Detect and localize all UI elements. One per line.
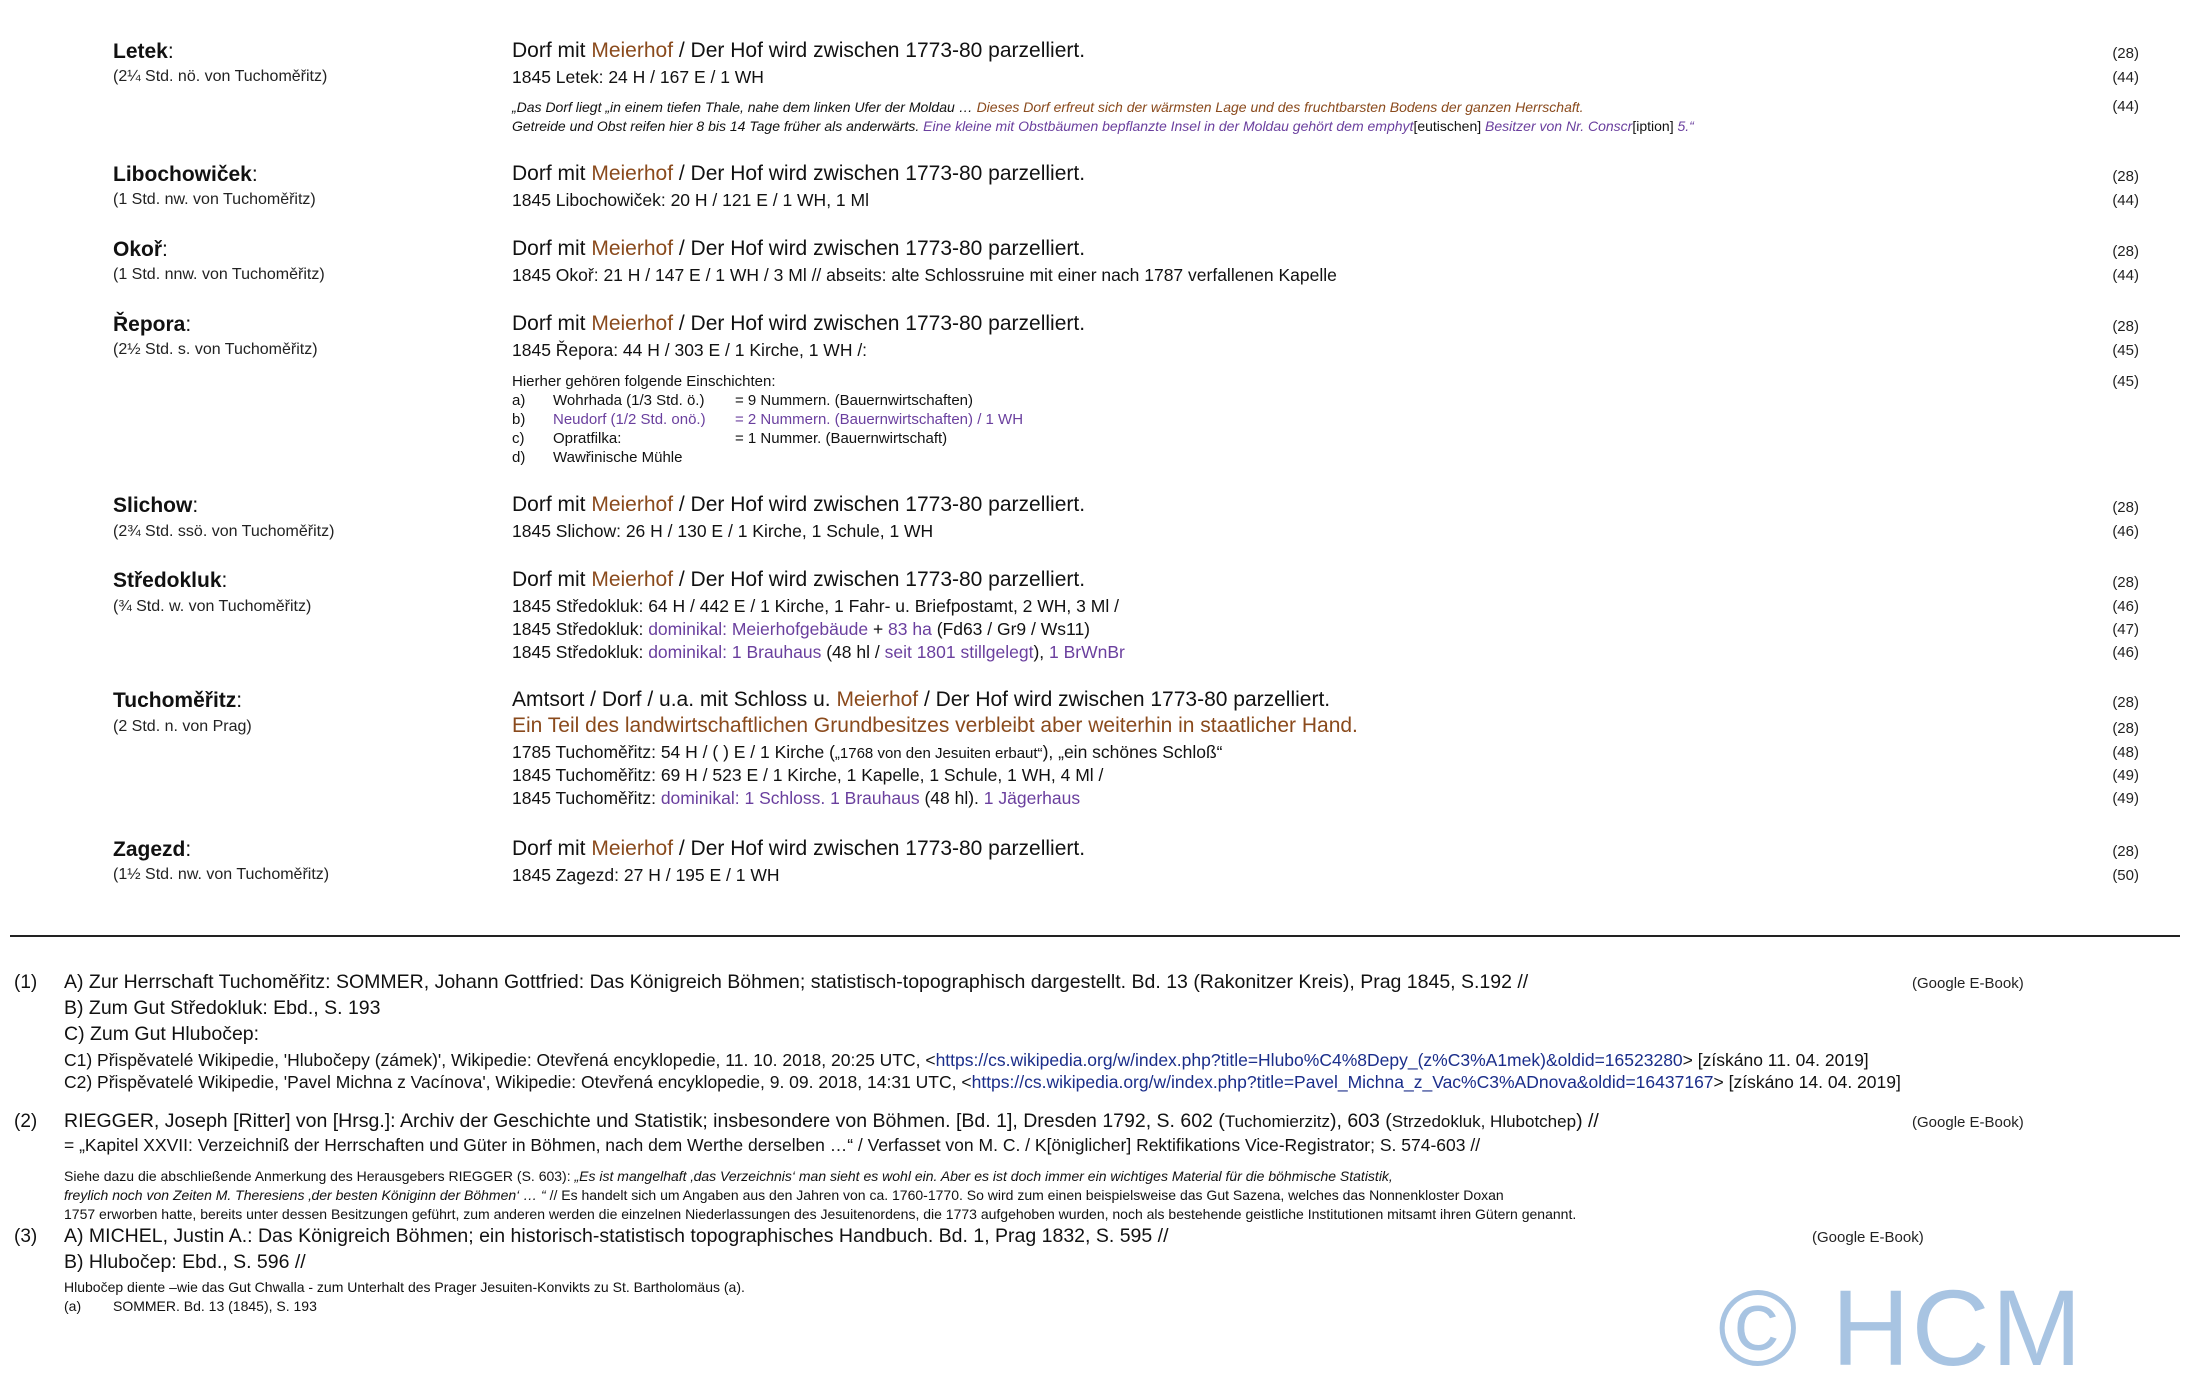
reference: (44) [2112,69,2139,86]
place-distance: (1½ Std. nw. von Tuchoměřitz) [113,866,330,883]
text: Dorf mit [512,162,592,185]
place-name [113,163,258,187]
footnote-line: 1757 erworben hatte, bereits unter dessen Besitzungen geführt, zum anderen werden die einzelnen Niederlassungen des Jesuitenordens, die 1773 aufgehoben wurden, noch als bestehende geistliche Institutionen mitsamt ihren Gütern genannt. [64,1206,1577,1222]
census-1845: 1845 Slichow: 26 H / 130 E / 1 Kirche, 1 Schule, 1 WH [512,521,934,541]
text: ), 603 ( [1330,1110,1392,1132]
place-distance: (1 Std. nnw. von Tuchoměřitz) [113,266,325,283]
text: 83 ha [888,619,932,639]
place-name [113,40,174,64]
reference: (45) [2112,373,2139,390]
village-description [512,688,1330,712]
village-description [512,568,1085,592]
text: 1 BrWnBr [1049,642,1125,662]
text: dominikal: Meierhofgebäude [648,619,869,639]
colon: : [167,40,174,63]
text: / Der Hof wird zwischen 1773-80 parzelliert. [673,162,1086,185]
meierhof-term: Meierhof [591,312,674,335]
text: = 2 Nummern. ( [735,411,840,428]
text: ) // [1576,1110,1599,1132]
text: Getreide und Obst reifen hier 8 bis 14 Tage früher als anderwärts. [512,118,924,134]
list-value [735,410,1023,429]
footnote-line: B) Zum Gut Středokluk: Ebd., S. 193 [64,997,381,1019]
colon: : [162,238,168,261]
place-distance: (2 Std. n. von Prag) [113,718,252,735]
colon: : [192,494,199,517]
list-label: c) [512,430,525,447]
colon: : [251,163,258,186]
reference: (28) [2112,243,2139,260]
meierhof-term: Meierhof [836,688,919,711]
text: dominikal: 1 Brauhaus [648,642,822,662]
place-name [113,494,198,518]
meierhof-term: Meierhof [591,162,674,185]
text: 1 Jägerhaus [983,788,1081,808]
footnote-line: C) Zum Gut Hlubočep: [64,1023,260,1045]
reference: (28) [2112,843,2139,860]
dominikal-line [512,788,1080,809]
text: Dorf mit [512,493,592,516]
text: / Der Hof wird zwischen 1773-80 parzelliert. [918,688,1331,711]
place-name-text: Okoř [113,238,163,261]
text: Amtsort / Dorf / u.a. mit Schloss u. [512,688,837,711]
google-ebook-source: (Google E-Book) [1812,1229,1924,1246]
text: 5.“ [1673,118,1694,134]
reference: (48) [2112,744,2139,761]
list-item: Wohrhada (1/3 Std. ö.) [553,392,705,409]
list-item: Neudorf (1/2 Std. onö.) [553,411,706,428]
place-name-text: Letek [113,40,168,63]
text: freylich noch von Zeiten M. Theresiens ‚der besten Königinn der Böhmen‘ … “ [64,1187,546,1203]
text: 1845 Středokluk: [512,642,649,662]
place-distance: (1 Std. nw. von Tuchoměřitz) [113,191,316,208]
footnote-label: (a) [64,1298,82,1314]
reference: (49) [2112,790,2139,807]
google-ebook-source: (Google E-Book) [1912,975,2024,992]
place-name-text: Tuchoměřitz [113,689,237,712]
meierhof-term: Meierhof [591,837,674,860]
place-name-text: Středokluk [113,569,222,592]
reference: (44) [2112,192,2139,209]
dominikal-line [512,642,1125,663]
place-name-text: Řepora [113,313,186,336]
reference: (46) [2112,598,2139,615]
list-value: = 9 Nummern. (Bauernwirtschaften) [735,392,974,409]
text: Dorf mit [512,39,592,62]
village-description [512,312,1085,336]
text: (48 hl / [821,642,885,662]
text: > [získáno 11. 04. 2019] [1682,1050,1869,1070]
reference: (45) [2112,342,2139,359]
footnote-line: B) Hlubočep: Ebd., S. 596 // [64,1251,306,1273]
place-name-text: Libochowiček [113,163,252,186]
village-description [512,837,1085,861]
quote-line [512,117,1694,136]
footnote-line [64,1050,1869,1071]
place-name-text: Zagezd [113,838,186,861]
text: C1) Přispěvatelé Wikipedie, 'Hlubočepy (zámek)', Wikipedie: Otevřená encyklopedie, 11. 10. 2018, 20:25 UTC, < [64,1050,936,1070]
text: ), [1033,642,1050,662]
reference: (49) [2112,767,2139,784]
text: Dorf mit [512,837,592,860]
footnote-line: = „Kapitel XXVII: Verzeichniß der Herrschaften und Güter in Böhmen, nach dem Werthe derselben …“ / Verfasset von M. C. / K[öniglicher] Rektifikations Vice-Registrator; S. 574-603 // [64,1135,1481,1155]
text: (Fd63 / Gr9 / Ws11) [931,619,1091,639]
text: Strzedokluk, Hlubotchep [1391,1112,1577,1131]
text: / Der Hof wird zwischen 1773-80 parzelliert. [673,39,1086,62]
census-1845: 1845 Řepora: 44 H / 303 E / 1 Kirche, 1 WH /: [512,340,868,360]
dominikal-line [512,619,1090,640]
text: 1785 Tuchoměřitz: 54 H / ( ) E / 1 Kirche ( [512,742,835,762]
text: dominikal: 1 Schloss. 1 Brauhaus [660,788,920,808]
footnote-divider [10,935,2180,937]
text: Besitzer von Nr. Conscr [1481,118,1633,134]
reference: (44) [2112,98,2139,115]
einschichten-heading: Hierher gehören folgende Einschichten: [512,373,776,390]
footnote-number: (2) [14,1111,38,1132]
text: Dorf mit [512,237,592,260]
text: seit 1801 stillgelegt [884,642,1034,662]
census-1785 [512,742,1223,763]
reference: (28) [2112,574,2139,591]
text: [iption] [1632,118,1674,134]
census-1845: 1845 Libochowiček: 20 H / 121 E / 1 WH, 1 Ml [512,190,869,210]
reference: (28) [2112,45,2139,62]
google-ebook-source: (Google E-Book) [1912,1114,2024,1131]
reference: (28) [2112,168,2139,185]
reference: (50) [2112,867,2139,884]
place-distance: (2½ Std. s. von Tuchoměřitz) [113,341,318,358]
text: 1845 Tuchoměřitz: [512,788,661,808]
list-item: Wawřinische Mühle [553,449,683,466]
text: „1768 von den Jesuiten erbaut“ [834,745,1043,762]
text: RIEGGER, Joseph [Ritter] von [Hrsg.]: Archiv der Geschichte und Statistik; insbesondere von Böhmen. [Bd. 1], Dresden 1792, S. 602 ( [64,1110,1225,1132]
census-1845: 1845 Letek: 24 H / 167 E / 1 WH [512,67,764,87]
list-label: d) [512,449,526,466]
place-name [113,689,242,713]
reference: (28) [2112,720,2139,737]
colon: : [185,313,192,336]
village-description [512,162,1085,186]
quote-line [512,98,1584,117]
copyright-watermark: © HCM [1718,1267,2084,1388]
reference: (28) [2112,318,2139,335]
text: „Das Dorf liegt „in einem tiefen Thale, nahe dem linken Ufer der Moldau … [512,99,977,115]
place-name-text: Slichow [113,494,193,517]
text: Bauernwirtschaften [839,411,969,428]
village-description [512,237,1085,261]
place-name [113,838,191,862]
place-name [113,313,191,337]
footnote-line: SOMMER. Bd. 13 (1845), S. 193 [113,1298,317,1314]
text: C2) Přispěvatelé Wikipedie, 'Pavel Michna z Vacínova', Wikipedie: Otevřená encyklopedie, 9. 09. 2018, 14:31 UTC, < [64,1072,972,1092]
meierhof-term: Meierhof [591,568,674,591]
colon: : [221,569,228,592]
text: (48 hl). [919,788,984,808]
village-description [512,493,1085,517]
text: / Der Hof wird zwischen 1773-80 parzelliert. [673,312,1086,335]
footnote-line [64,1110,1599,1133]
list-label: a) [512,392,526,409]
footnote-line [64,1187,1504,1203]
reference: (28) [2112,694,2139,711]
text: ) / 1 WH [968,411,1024,428]
text: // Es handelt sich um Angaben aus den Jahren von ca. 1760-1770. So wird zum einen beispielsweise das Gut Sazena, welches das Nonnenkloster Doxan [545,1187,1504,1203]
reference: (28) [2112,499,2139,516]
footnote-line: A) Zur Herrschaft Tuchoměřitz: SOMMER, Johann Gottfried: Das Königreich Böhmen; statistisch-topographisch dargestellt. Bd. 13 (Rakonitzer Kreis), Prag 1845, S.192 // [64,971,1529,993]
text: Dorf mit [512,568,592,591]
reference: (47) [2112,621,2139,638]
footnote-number: (1) [14,972,38,993]
village-description [512,39,1085,63]
footnote-line [64,1168,1393,1184]
place-name [113,238,168,262]
footnote-line [64,1072,1901,1093]
colon: : [185,838,192,861]
reference: (44) [2112,267,2139,284]
footnote-line: A) MICHEL, Justin A.: Das Königreich Böhmen; ein historisch-statistisch topographisches Handbuch. Bd. 1, Prag 1832, S. 595 // [64,1225,1169,1247]
meierhof-term: Meierhof [591,237,674,260]
census-1845: 1845 Okoř: 21 H / 147 E / 1 WH / 3 Ml // abseits: alte Schlossruine mit einer nach 1787 verfallenen Kapelle [512,265,1337,285]
text: / Der Hof wird zwischen 1773-80 parzelliert. [673,493,1086,516]
text: Siehe dazu die abschließende Anmerkung des Herausgebers RIEGGER (S. 603): [64,1168,575,1184]
footnote-number: (3) [14,1226,38,1247]
place-distance: (2¼ Std. nö. von Tuchoměřitz) [113,68,328,85]
text: + [868,619,889,639]
text: Dorf mit [512,312,592,335]
text: Eine kleine mit Obstbäumen bepflanzte Insel in der Moldau gehört dem emphyt [923,118,1414,134]
census-1845: 1845 Středokluk: 64 H / 442 E / 1 Kirche, 1 Fahr- u. Briefpostamt, 2 WH, 3 Ml / [512,596,1119,616]
place-distance: (2¾ Std. ssö. von Tuchoměřitz) [113,523,335,540]
footnote-line: Hlubočep diente –wie das Gut Chwalla - zum Unterhalt des Prager Jesuiten-Konvikts zu St. Bartholomäus (a). [64,1279,745,1295]
text: 1845 Středokluk: [512,619,649,639]
text: / Der Hof wird zwischen 1773-80 parzelliert. [673,568,1086,591]
text: / Der Hof wird zwischen 1773-80 parzelliert. [673,837,1086,860]
text: „Es ist mangelhaft ‚das Verzeichnis‘ man sieht es wohl ein. Aber es ist doch immer ein wichtiges Material für die böhmische Statistik, [574,1168,1393,1184]
text: > [získáno 14. 04. 2019] [1713,1072,1901,1092]
place-distance: (¾ Std. w. von Tuchoměřitz) [113,598,312,615]
text: Tuchomierzitz [1224,1112,1330,1131]
text: [eutischen] [1413,118,1482,134]
state-land-note: Ein Teil des landwirtschaftlichen Grundbesitzes verbleibt aber weiterhin in staatlicher Hand. [512,714,1358,737]
reference: (46) [2112,523,2139,540]
text: / Der Hof wird zwischen 1773-80 parzelliert. [673,237,1086,260]
meierhof-term: Meierhof [591,493,674,516]
colon: : [236,689,243,712]
census-1845: 1845 Tuchoměřitz: 69 H / 523 E / 1 Kirche, 1 Kapelle, 1 Schule, 1 WH, 4 Ml / [512,765,1104,785]
wikipedia-link[interactable]: https://cs.wikipedia.org/w/index.php?title=Hlubo%C4%8Depy_(z%C3%A1mek)&oldid=16523280 [935,1050,1683,1070]
wikipedia-link[interactable]: https://cs.wikipedia.org/w/index.php?title=Pavel_Michna_z_Vac%C3%ADnova&oldid=16437167 [971,1072,1714,1092]
place-name [113,569,227,593]
meierhof-term: Meierhof [591,39,674,62]
list-label: b) [512,411,526,428]
census-1845: 1845 Zagezd: 27 H / 195 E / 1 WH [512,865,780,885]
text: ), „ein schönes Schloß“ [1042,742,1223,762]
list-item: Opratfilka: [553,430,622,447]
list-value: = 1 Nummer. (Bauernwirtschaft) [735,430,948,447]
text: Dieses Dorf erfreut sich der wärmsten Lage und des fruchtbarsten Bodens der ganzen Herrschaft. [976,99,1584,115]
reference: (46) [2112,644,2139,661]
